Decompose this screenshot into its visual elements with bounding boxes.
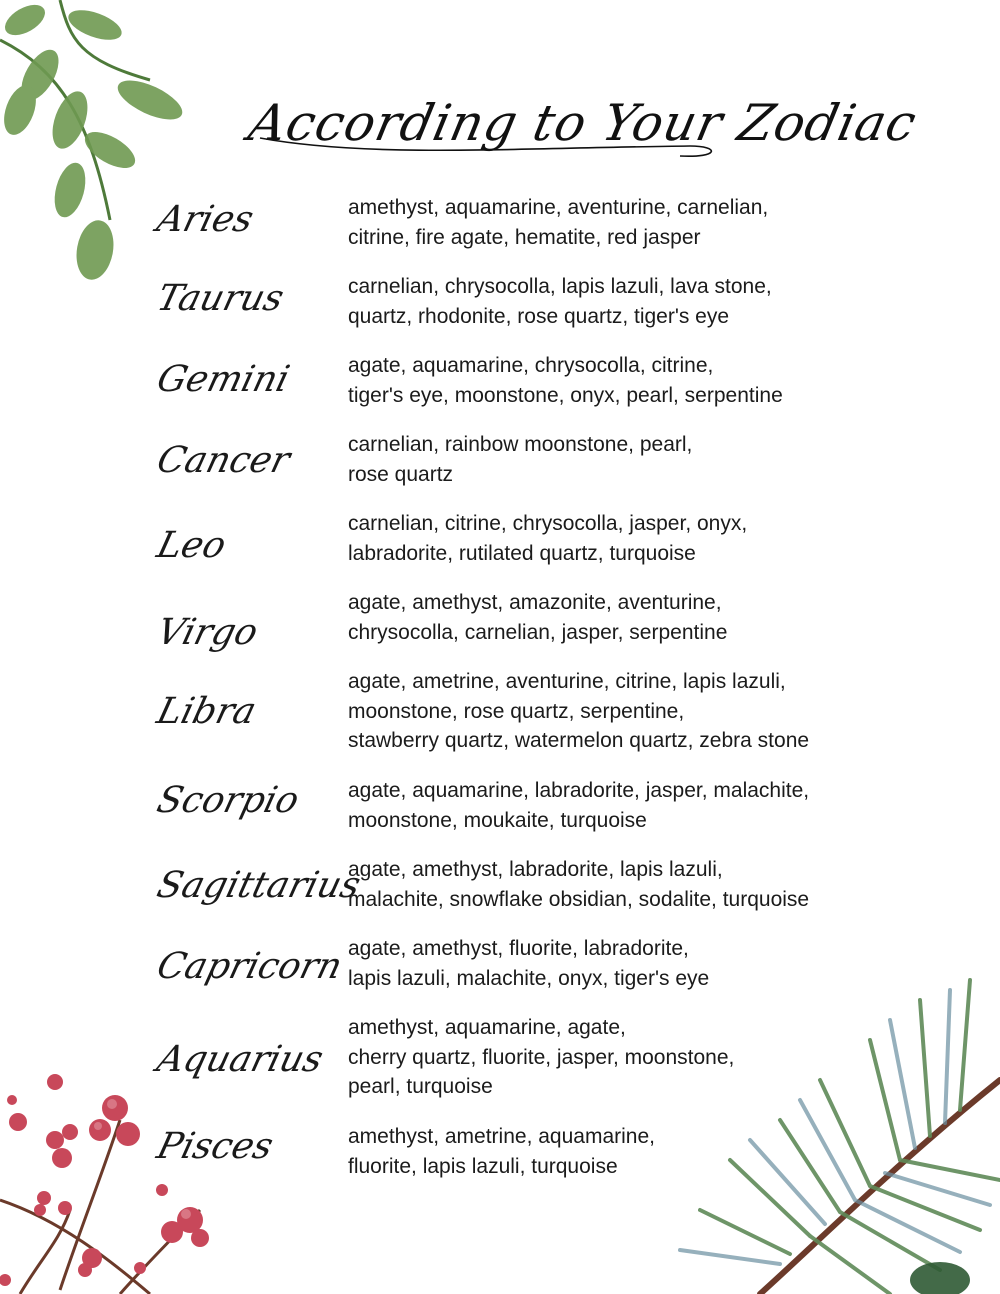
stones-line: agate, ametrine, aventurine, citrine, lapis lazuli,: [348, 670, 786, 693]
stones-list: [348, 509, 908, 568]
sign-name: Pisces: [152, 1126, 278, 1167]
stones-list: [348, 667, 908, 756]
stones-line: labradorite, rutilated quartz, turquoise: [348, 541, 696, 565]
stones-line: malachite, snowflake obsidian, sodalite, turquoise: [348, 887, 810, 911]
stones-list: [348, 351, 908, 410]
stones-line: agate, amethyst, amazonite, aventurine,: [348, 591, 722, 614]
stones-line: chrysocolla, carnelian, jasper, serpentine: [348, 620, 728, 644]
stones-list: [348, 193, 908, 252]
sign-name: Scorpio: [152, 780, 304, 821]
sign-name: Aquarius: [152, 1039, 328, 1080]
stones-line: moonstone, moukaite, turquoise: [348, 808, 647, 832]
stones-line: fluorite, lapis lazuli, turquoise: [348, 1154, 618, 1178]
stones-line: carnelian, chrysocolla, lapis lazuli, lava stone,: [348, 275, 772, 298]
stones-line: agate, amethyst, labradorite, lapis lazuli,: [348, 858, 723, 881]
stones-line: quartz, rhodonite, rose quartz, tiger's eye: [348, 304, 730, 328]
stones-line: amethyst, aquamarine, aventurine, carnelian,: [348, 196, 769, 219]
page-title: According to Your Zodiac: [243, 94, 922, 152]
title-flourish-decoration: [250, 128, 770, 188]
stones-line: moonstone, rose quartz, serpentine,: [348, 699, 685, 723]
stones-line: pearl, turquoise: [348, 1075, 493, 1098]
stones-line: stawberry quartz, watermelon quartz, zebra stone: [348, 729, 810, 752]
sign-name: Virgo: [152, 612, 262, 653]
stones-line: citrine, fire agate, hematite, red jasper: [348, 225, 701, 249]
stones-list: [348, 776, 908, 835]
stones-line: agate, amethyst, fluorite, labradorite,: [348, 937, 689, 960]
sign-name: Libra: [152, 691, 261, 732]
sign-name: Taurus: [152, 278, 288, 319]
berries-branch-decoration: [0, 1060, 230, 1294]
sign-name: Leo: [152, 525, 231, 566]
stones-list: [348, 272, 908, 331]
stones-line: amethyst, aquamarine, agate,: [348, 1016, 626, 1039]
stones-list: [348, 430, 908, 489]
stones-list: [348, 934, 908, 993]
sign-name: Aries: [152, 199, 258, 240]
stones-line: rose quartz: [348, 462, 454, 486]
stones-line: agate, aquamarine, labradorite, jasper, malachite,: [348, 779, 810, 802]
stones-line: carnelian, rainbow moonstone, pearl,: [348, 433, 693, 456]
stones-line: carnelian, citrine, chrysocolla, jasper, onyx,: [348, 512, 748, 535]
sign-name: Sagittarius: [152, 865, 365, 906]
stones-list: [348, 1122, 908, 1181]
stones-list: [348, 588, 908, 647]
sign-name: Capricorn: [152, 946, 347, 987]
leaves-branch-decoration: [0, 0, 210, 300]
stones-line: agate, aquamarine, chrysocolla, citrine,: [348, 354, 714, 377]
stones-line: lapis lazuli, malachite, onyx, tiger's eye: [348, 966, 710, 990]
stones-line: cherry quartz, fluorite, jasper, moonstone,: [348, 1045, 735, 1069]
stones-list: [348, 1013, 908, 1102]
sign-name: Cancer: [152, 440, 294, 481]
stones-list: [348, 855, 908, 914]
sign-name: Gemini: [152, 359, 294, 400]
stones-line: amethyst, ametrine, aquamarine,: [348, 1125, 655, 1148]
stones-line: tiger's eye, moonstone, onyx, pearl, serpentine: [348, 383, 783, 407]
